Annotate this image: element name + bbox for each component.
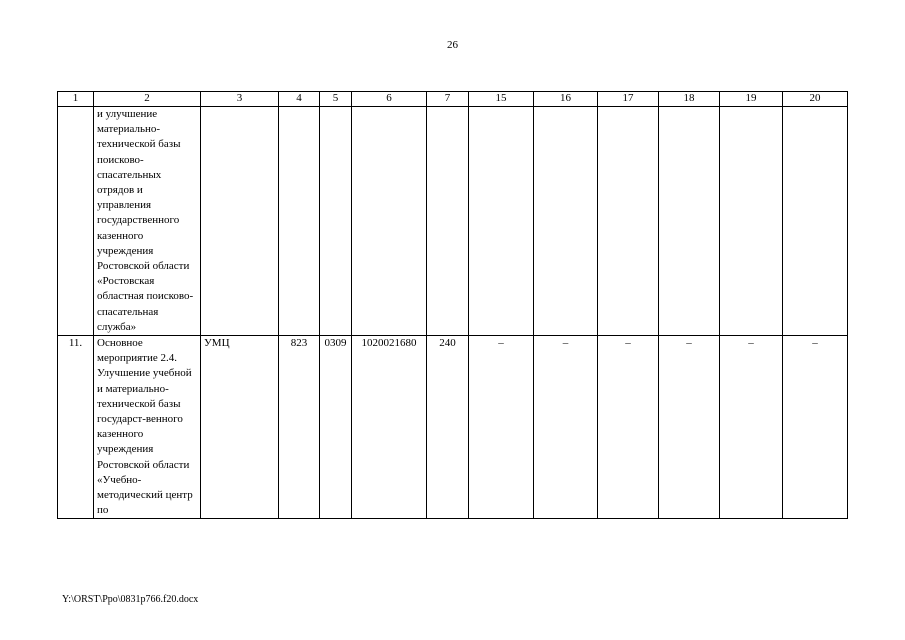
header-cell: 6	[352, 92, 427, 107]
header-cell: 7	[427, 92, 469, 107]
header-cell: 2	[94, 92, 201, 107]
header-cell: 3	[201, 92, 279, 107]
header-cell: 5	[320, 92, 352, 107]
cell-value: –	[598, 336, 659, 519]
cell-value: –	[783, 336, 848, 519]
cell-empty	[534, 107, 598, 336]
cell-responsible: УМЦ	[201, 336, 279, 519]
cell-empty	[279, 107, 320, 336]
table-row-11	[58, 336, 848, 519]
header-cell: 16	[534, 92, 598, 107]
header-row	[58, 92, 848, 107]
cell-value: –	[469, 336, 534, 519]
cell-number	[58, 107, 94, 336]
cell-description: и улучшение материально-технической базы поисково-спасательных отрядов и управления государственного казенного учреждения Ростовской области «Ростовская областная поисково-спасательная служба»	[94, 107, 201, 336]
cell-empty	[352, 107, 427, 336]
cell-empty	[201, 107, 279, 336]
table-row-continuation	[58, 107, 848, 336]
cell-value: –	[534, 336, 598, 519]
header-cell: 4	[279, 92, 320, 107]
header-cell: 15	[469, 92, 534, 107]
cell-description: Основное мероприятие 2.4. Улучшение учебной и материально-технической базы государст-венного казенного учреждения Ростовской области «Учебно-методический центр по	[94, 336, 201, 519]
page-number: 26	[447, 39, 458, 51]
cell-value: –	[659, 336, 720, 519]
cell-number: 11.	[58, 336, 94, 519]
cell-empty	[720, 107, 783, 336]
cell-empty	[427, 107, 469, 336]
file-path-footer: Y:\ORST\Ppo\0831p766.f20.docx	[62, 594, 199, 605]
budget-table	[57, 91, 848, 519]
cell-value: –	[720, 336, 783, 519]
header-cell: 1	[58, 92, 94, 107]
cell-empty	[320, 107, 352, 336]
cell-empty	[598, 107, 659, 336]
header-cell: 20	[783, 92, 848, 107]
cell-grbs: 823	[279, 336, 320, 519]
header-cell: 17	[598, 92, 659, 107]
header-cell: 18	[659, 92, 720, 107]
cell-csr: 1020021680	[352, 336, 427, 519]
cell-empty	[659, 107, 720, 336]
header-cell: 19	[720, 92, 783, 107]
cell-empty	[469, 107, 534, 336]
cell-vr: 240	[427, 336, 469, 519]
cell-empty	[783, 107, 848, 336]
cell-rzpr: 0309	[320, 336, 352, 519]
